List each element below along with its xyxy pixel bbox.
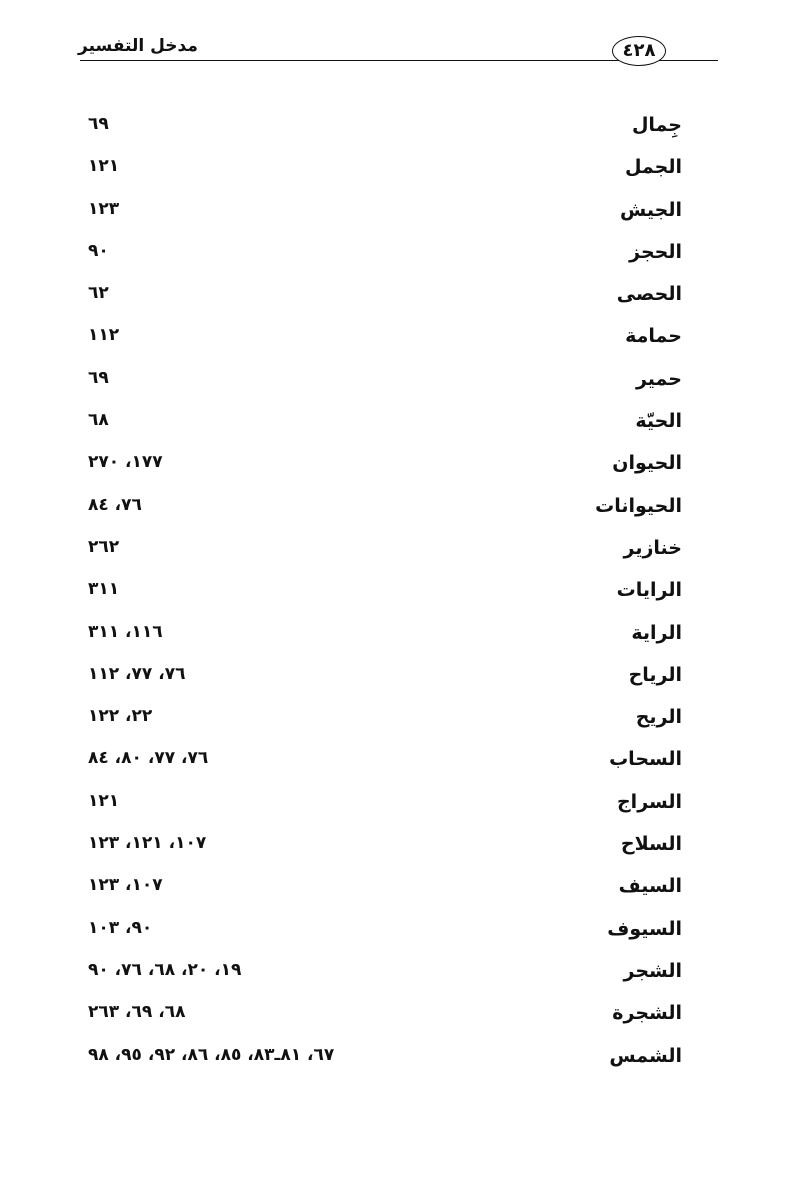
index-term: الشجر bbox=[623, 959, 682, 982]
index-page-refs: ٢٢، ١٢٢ bbox=[88, 706, 153, 727]
index-entry-list bbox=[0, 108, 797, 1081]
index-term: الحصى bbox=[616, 283, 682, 306]
index-page-refs: ٩٠، ١٠٣ bbox=[88, 917, 153, 938]
index-entry bbox=[0, 700, 797, 742]
index-page-refs: ٦٨ bbox=[88, 410, 109, 431]
index-entry bbox=[0, 319, 797, 361]
index-page-refs: ٦٩ bbox=[88, 367, 109, 388]
index-page-refs: ١٧٧، ٢٧٠ bbox=[88, 452, 163, 473]
index-entry bbox=[0, 150, 797, 192]
index-entry bbox=[0, 362, 797, 404]
index-term: السلاح bbox=[620, 833, 682, 856]
index-entry bbox=[0, 869, 797, 911]
index-page-refs: ٦٨، ٦٩، ٢٦٣ bbox=[88, 1002, 186, 1023]
index-term: حمامة bbox=[625, 325, 682, 348]
index-term: حمير bbox=[635, 367, 682, 390]
index-page-refs: ٧٦، ٧٧، ٨٠، ٨٤ bbox=[88, 748, 209, 769]
index-term: الحجز bbox=[629, 240, 682, 263]
index-term: الريح bbox=[635, 706, 682, 729]
index-entry bbox=[0, 108, 797, 150]
index-page-refs: ٦٩ bbox=[88, 114, 109, 134]
index-page-refs: ١٠٧، ١٢٣ bbox=[88, 875, 163, 896]
index-page-refs: ٧٦، ٧٧، ١١٢ bbox=[88, 663, 186, 684]
index-entry bbox=[0, 573, 797, 615]
index-entry bbox=[0, 658, 797, 700]
index-page-refs: ١٢٣ bbox=[88, 198, 120, 219]
index-term: الجيش bbox=[620, 198, 682, 221]
index-entry bbox=[0, 531, 797, 573]
index-entry bbox=[0, 616, 797, 658]
index-entry bbox=[0, 446, 797, 488]
index-entry bbox=[0, 827, 797, 869]
index-term: الراية bbox=[631, 621, 682, 644]
index-page-refs: ٦٧، ٨١ـ٨٣، ٨٥، ٨٦، ٩٢، ٩٥، ٩٨ bbox=[88, 1044, 335, 1065]
index-entry bbox=[0, 912, 797, 954]
index-term: جِمال bbox=[631, 114, 682, 136]
index-term: الرايات bbox=[616, 579, 682, 602]
page-number: ٤٢٨ bbox=[612, 36, 666, 66]
index-term: السيوف bbox=[607, 917, 682, 940]
index-entry bbox=[0, 193, 797, 235]
index-term: الجمل bbox=[624, 156, 682, 179]
index-page-refs: ١١٦، ٣١١ bbox=[88, 621, 163, 642]
index-page-refs: ٦٢ bbox=[88, 283, 109, 304]
index-entry bbox=[0, 1039, 797, 1081]
index-term: الشمس bbox=[609, 1044, 682, 1067]
index-entry bbox=[0, 277, 797, 319]
index-term: الشجرة bbox=[612, 1002, 682, 1025]
index-entry bbox=[0, 954, 797, 996]
index-page-refs: ٢٦٢ bbox=[88, 536, 120, 557]
running-header-title: مدخل التفسير bbox=[78, 36, 198, 56]
index-page-refs: ٩٠ bbox=[88, 240, 109, 261]
index-entry bbox=[0, 742, 797, 784]
index-page-refs: ٣١١ bbox=[88, 579, 120, 600]
index-entry bbox=[0, 489, 797, 531]
index-page-refs: ١٢١ bbox=[88, 790, 120, 811]
index-term: السحاب bbox=[609, 748, 682, 771]
index-entry bbox=[0, 785, 797, 827]
index-term: الرياح bbox=[628, 663, 682, 686]
index-term: الحيّة bbox=[635, 410, 682, 433]
index-page-refs: ٧٦، ٨٤ bbox=[88, 494, 142, 515]
index-page-refs: ١٠٧، ١٢١، ١٢٣ bbox=[88, 833, 207, 854]
index-term: السيف bbox=[618, 875, 682, 898]
index-entry bbox=[0, 996, 797, 1038]
index-term: السراج bbox=[616, 790, 682, 813]
index-term: خنازير bbox=[623, 536, 682, 559]
index-entry bbox=[0, 404, 797, 446]
index-entry bbox=[0, 235, 797, 277]
index-page-refs: ١٩، ٢٠، ٦٨، ٧٦، ٩٠ bbox=[88, 959, 242, 980]
index-term: الحيوان bbox=[612, 452, 682, 475]
index-term: الحيوانات bbox=[595, 494, 682, 517]
index-page-refs: ١١٢ bbox=[88, 325, 120, 346]
index-page-refs: ١٢١ bbox=[88, 156, 120, 177]
